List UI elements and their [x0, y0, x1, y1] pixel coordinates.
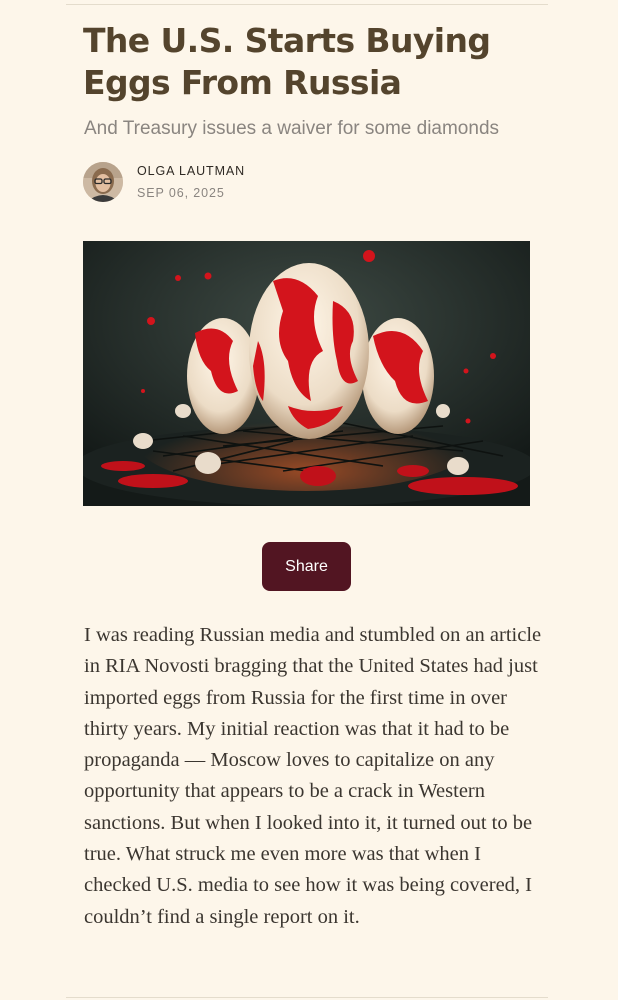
- blood-splattered-eggs-illustration: [83, 241, 530, 506]
- avatar-photo-icon: [83, 162, 123, 202]
- author-avatar[interactable]: [83, 162, 123, 202]
- post-title: The U.S. Starts Buying Eggs From Russia: [83, 21, 491, 102]
- post-body-paragraph: I was reading Russian media and stumbled on an article in RIA Novosti bragging that the United States had just imported eggs from Russia for the first time in over thirty years. My initial reaction was that it had to be propaganda — Moscow loves to capitalize on any opportunity that appears to be a crack in Western sanctions. But when I looked into it, it turned out to be true. What struck me even more was that when I checked U.S. media to see how it was being covered, I couldn’t find a single report on it.: [84, 624, 542, 928]
- share-button[interactable]: Share: [262, 542, 351, 591]
- post-date: SEP 06, 2025: [137, 186, 225, 200]
- post-subtitle: And Treasury issues a waiver for some diamonds: [84, 118, 500, 139]
- hero-image: [83, 241, 530, 506]
- top-divider: [66, 4, 548, 5]
- author-name[interactable]: OLGA LAUTMAN: [137, 164, 246, 178]
- bottom-divider: [66, 997, 548, 998]
